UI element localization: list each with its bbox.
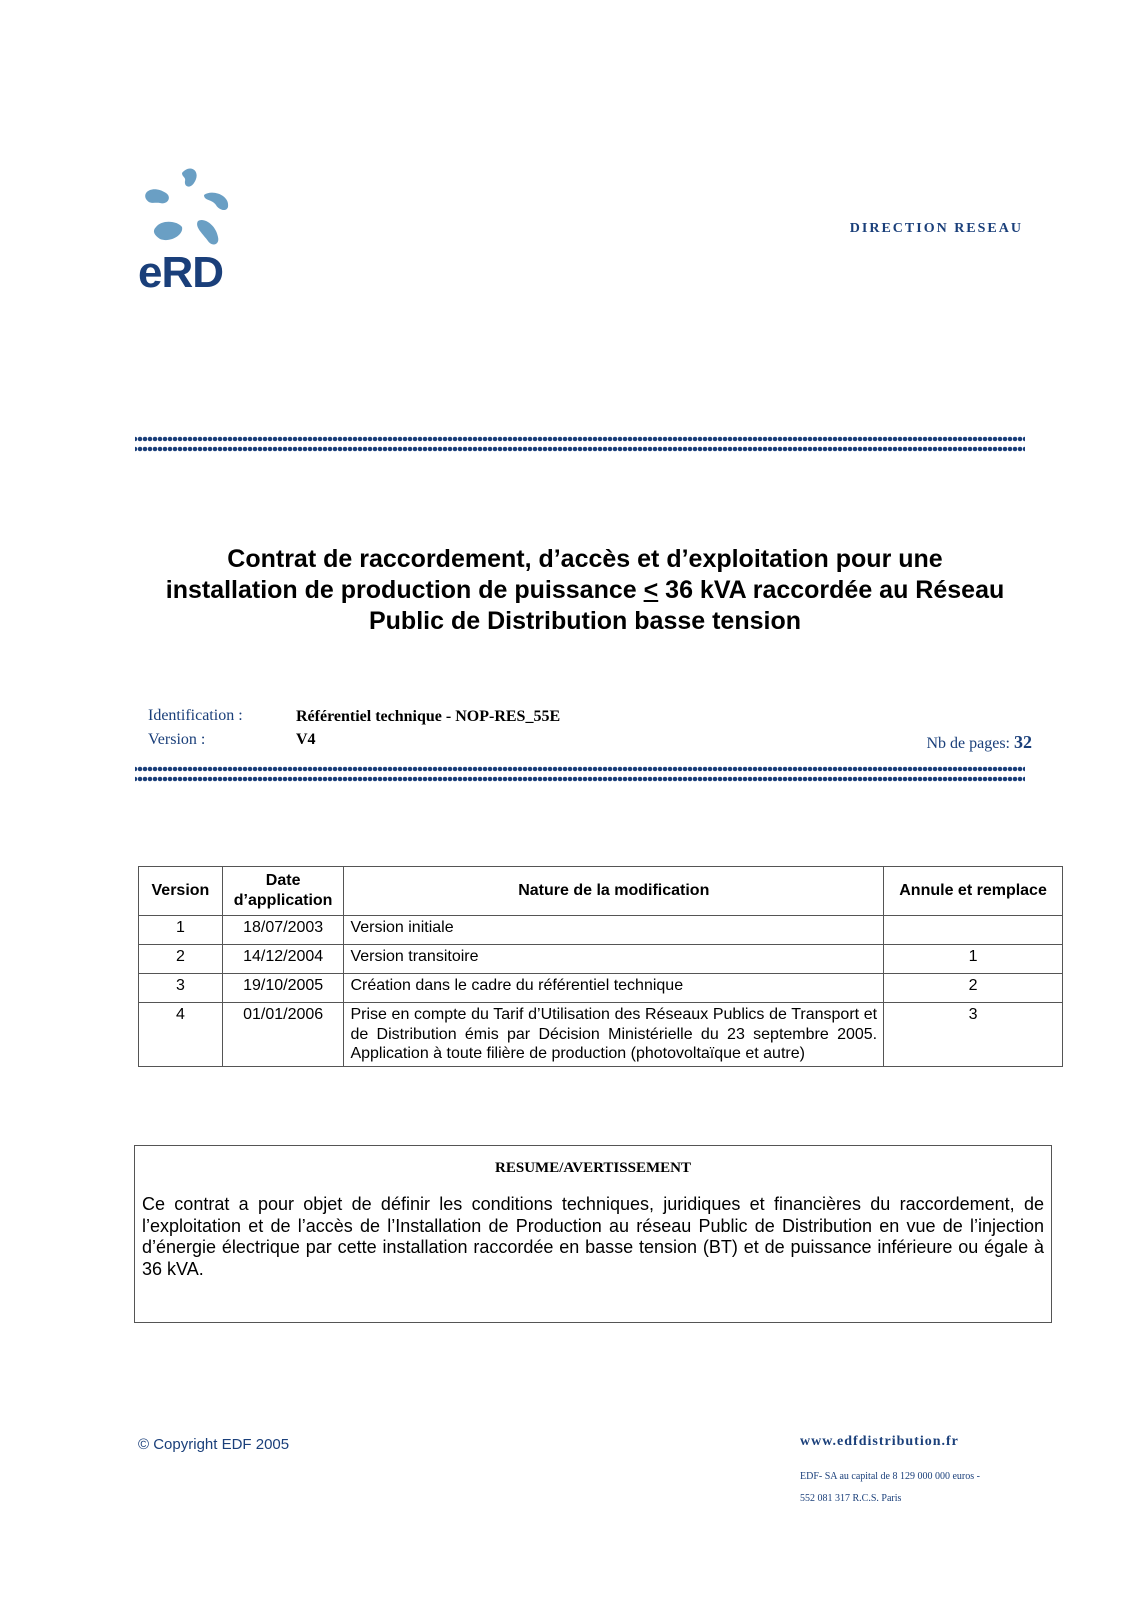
table-row (139, 916, 1063, 945)
cell-date: 14/12/2004 (222, 945, 344, 974)
table-row (139, 1003, 1063, 1067)
cell-nature: Version initiale (344, 916, 884, 945)
col-header-version: Version (139, 867, 223, 916)
cell-date: 19/10/2005 (222, 974, 344, 1003)
cell-date: 01/01/2006 (222, 1003, 344, 1067)
legal-info-line-2: 552 081 317 R.C.S. Paris (800, 1493, 902, 1504)
summary-text: Ce contrat a pour objet de définir les conditions techniques, juridiques et financières du raccordement, de l’exploitation et de l’accès de l’Installation de Production au réseau Public de Distribution en vue de l’injection d’énergie électrique par cette installation raccordée en basse tension (BT) et de puissance inférieure ou égale à 36 kVA. (142, 1194, 1044, 1279)
copyright-notice: © Copyright EDF 2005 (138, 1436, 290, 1453)
cell-date: 18/07/2003 (222, 916, 344, 945)
direction-label: DIRECTION RESEAU (849, 221, 1023, 236)
table-row (139, 974, 1063, 1003)
version-label: Version : (148, 731, 206, 748)
title-line-3: Public de Distribution basse tension (368, 607, 801, 635)
identification-value: Référentiel technique - NOP-RES_55E (296, 708, 561, 725)
cell-annule: 1 (884, 945, 1063, 974)
swirl-logo-icon (138, 165, 238, 255)
col-header-date: Date d’application (222, 867, 344, 916)
dotted-divider (135, 764, 1025, 784)
title-line-1: Contrat de raccordement, d’accès et d’exploitation pour une (227, 545, 943, 573)
page-count-label: Nb de pages: (926, 735, 1010, 752)
website-link[interactable]: www.edfdistribution.fr (800, 1434, 959, 1449)
summary-box (134, 1145, 1052, 1323)
cell-annule (884, 916, 1063, 945)
cell-annule: 2 (884, 974, 1063, 1003)
page-count-value: 32 (1014, 732, 1032, 752)
cell-nature: Version transitoire (344, 945, 884, 974)
summary-title: RESUME/AVERTISSEMENT (495, 1160, 691, 1176)
version-value: V4 (296, 731, 316, 748)
logo-wordmark: eRD (138, 248, 224, 297)
cell-annule: 3 (884, 1003, 1063, 1067)
document-title (110, 544, 1060, 637)
dotted-divider (135, 434, 1025, 454)
title-line-2: installation de production de puissance < 36 kVA raccordée au Réseau (165, 576, 1005, 604)
cell-version: 3 (139, 974, 223, 1003)
cell-version: 1 (139, 916, 223, 945)
identification-label: Identification : (148, 707, 243, 724)
less-or-equal-sign: < (643, 576, 659, 604)
cell-version: 2 (139, 945, 223, 974)
table-row (139, 945, 1063, 974)
erd-logo (138, 165, 248, 295)
legal-info-line-1: EDF- SA au capital de 8 129 000 000 euros - (800, 1471, 980, 1482)
table-header-row (139, 867, 1063, 916)
revision-history-table (138, 866, 1063, 1067)
cell-nature: Prise en compte du Tarif d’Utilisation des Réseaux Publics de Transport et de Distribution émis par Décision Ministérielle du 23 septembre 2005. Application à toute filière de production (photovoltaïque et autre) (344, 1003, 884, 1067)
col-header-nature: Nature de la modification (344, 867, 884, 916)
cell-nature: Création dans le cadre du référentiel technique (344, 974, 884, 1003)
page-count (926, 732, 1032, 753)
cell-version: 4 (139, 1003, 223, 1067)
col-header-annule: Annule et remplace (884, 867, 1063, 916)
